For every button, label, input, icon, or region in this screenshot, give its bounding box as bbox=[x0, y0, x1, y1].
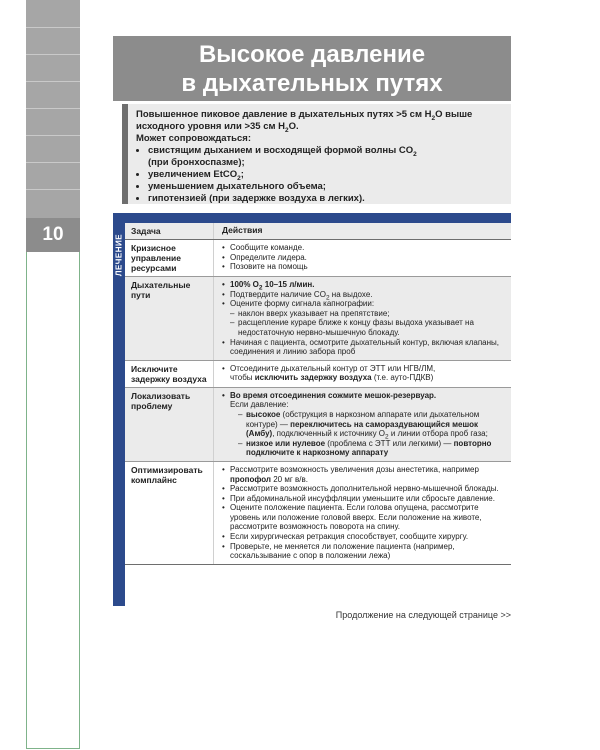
tab-divider bbox=[26, 189, 80, 190]
page-title-line1: Высокое давление bbox=[198, 41, 426, 68]
header-task: Задача bbox=[125, 223, 213, 239]
row-actions: • Во время отсоединения сожмите мешок-резервуар. Если давление: – высокое (обструкция в наркозном аппарате или дыхательном контуре) — переключитесь на самораздувающийся мешок (Амбу), подключенный к источнику $O_2$ и линии отбора проб газа; – низкое или нулевое (проблема с ЭТТ или легкими) — повторно подключите к наркозному аппарату bbox=[213, 388, 511, 461]
list-item: • увеличением EtCO$_2$; bbox=[148, 169, 503, 181]
row-task: Дыхательные пути bbox=[125, 277, 213, 360]
row-task: Исключите задержку воздуха bbox=[131, 363, 207, 384]
tab-divider bbox=[26, 81, 80, 82]
row-actions: • 100% $O_2$ 10–15 л/мин. • Подтвердите наличие $CO_2$ на выдохе. • Оцените форму сигнала капнографии: – наклон вверх указывает на препятствие; – расщепление кураре ближе к концу фазы выдоха указывает на недостаточную нервно-мышечную блокаду. • Начиная с пациента, осмотрите дыхательный контур, включая клапаны, соединения и линию забора проб bbox=[213, 277, 511, 360]
table-row bbox=[125, 277, 511, 361]
tab-divider bbox=[26, 162, 80, 163]
table-row bbox=[125, 240, 511, 277]
treatment-side-label: ЛЕЧЕНИЕ bbox=[113, 223, 125, 606]
tab-divider bbox=[26, 27, 80, 28]
tab-divider bbox=[26, 54, 80, 55]
table-row bbox=[125, 361, 511, 388]
list-item: • гипотензией (при задержке воздуха в легких). bbox=[148, 193, 503, 205]
table-row bbox=[125, 462, 511, 565]
row-actions: • Отсоедините дыхательный контур от ЭТТ или НГВ/ЛМ, чтобы исключить задержку воздуха (т.е. ауто-ПДКВ) bbox=[213, 361, 511, 387]
definition-text: Повышенное пиковое давление в дыхательных путях >5 см $H_2O$ выше исходного уровня или >35 см $H_2O$. bbox=[136, 109, 473, 134]
definition-box bbox=[122, 104, 511, 204]
page-title-line2: в дыхательных путях bbox=[181, 70, 443, 97]
chapter-tab-strip bbox=[26, 0, 80, 750]
table-rows bbox=[125, 223, 511, 565]
page-title bbox=[113, 36, 511, 101]
tab-gray-block bbox=[26, 0, 80, 218]
list-item: • уменьшением дыхательного объема; bbox=[148, 181, 503, 193]
tab-green-frame bbox=[26, 252, 80, 749]
page-number: 10 bbox=[26, 218, 80, 252]
row-task: Кризисное управление ресурсами bbox=[131, 243, 181, 273]
treatment-table bbox=[113, 213, 511, 606]
row-task: Локализовать проблему bbox=[125, 388, 213, 461]
symptom-list bbox=[136, 145, 503, 205]
row-actions: • Рассмотрите возможность увеличения дозы анестетика, например пропофол 20 мг в/в. • Рассмотрите возможность дополнительной нервно-мышечной блокады. • При абдоминальной инсуффляции уменьшите или сбросьте давление. • Оцените положение пациента. Если голова опущена, рассмотрите уровень или положение головой вверх. Если положение на животе, рассмотрите возможность поворота на спину. • Если хирургическая ретракция способствует, сообщите хирургу. • Проверьте, не меняется ли положение пациента (например, соскальзывание с опор в положении лежа) bbox=[213, 462, 511, 564]
row-actions: • Сообщите команде. • Определите лидера. • Позовите на помощь bbox=[213, 240, 511, 276]
tab-divider bbox=[26, 135, 80, 136]
table-row bbox=[125, 388, 511, 462]
list-item: • свистящим дыханием и восходящей формой волны $CO_2$ (при бронхоспазме); bbox=[148, 145, 503, 169]
table-header bbox=[125, 223, 511, 240]
header-action: Действия bbox=[213, 223, 511, 239]
continued-note: Продолжение на следующей странице >> bbox=[335, 610, 511, 620]
row-task: Оптимизировать комплайнс bbox=[131, 464, 203, 485]
definition-subheading: Может сопровождаться: bbox=[136, 133, 252, 144]
tab-divider bbox=[26, 108, 80, 109]
